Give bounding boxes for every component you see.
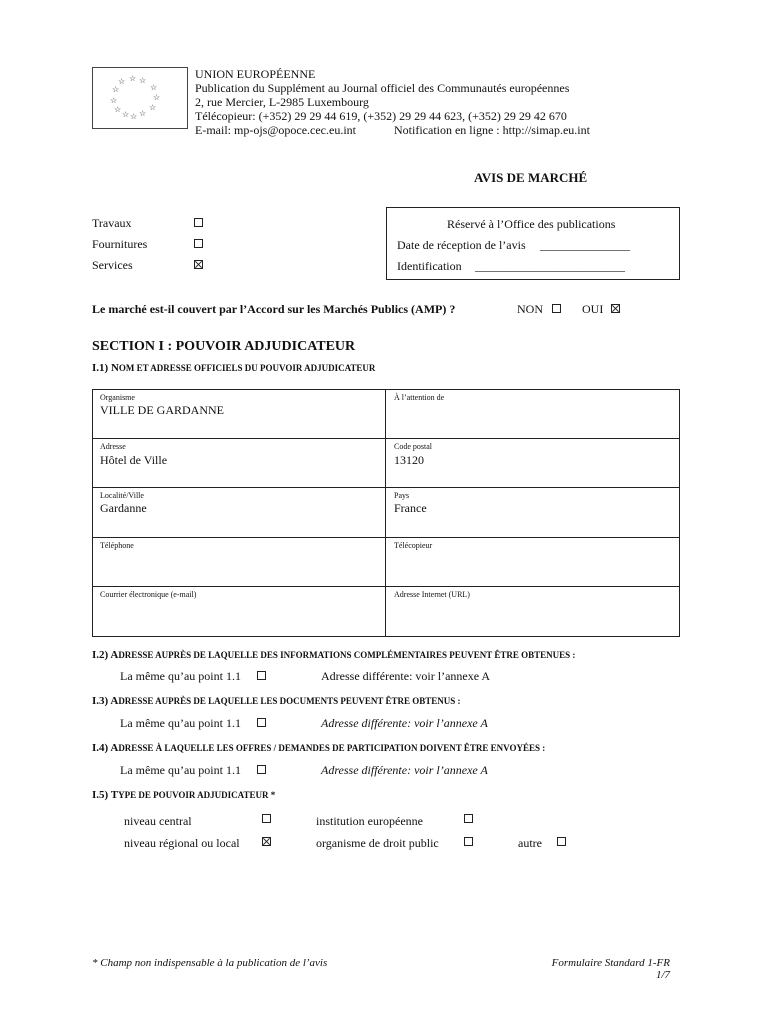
heading-i1-initial: N (110, 362, 119, 374)
i2-same-label: La même qu’au point 1.1 (120, 669, 241, 683)
i5-regional-checkbox[interactable] (262, 837, 271, 846)
heading-i3-num: I.3) (92, 695, 109, 707)
i5-autre-label: autre (518, 836, 542, 850)
heading-i4-initial: A (110, 742, 119, 754)
header-email: E-mail: mp-ojs@opoce.cec.eu.int (195, 123, 356, 137)
type-travaux-label: Travaux (92, 216, 132, 230)
star-icon: ☆ (118, 77, 126, 86)
pays-label: Pays (394, 491, 410, 500)
i4-same-checkbox[interactable] (257, 765, 266, 774)
i5-central-label: niveau central (124, 814, 192, 828)
heading-i5-num: I.5) (92, 789, 109, 801)
localite-value[interactable]: Gardanne (100, 501, 147, 515)
i3-same-label: La même qu’au point 1.1 (120, 716, 241, 730)
email-label: Courrier électronique (e-mail) (100, 590, 197, 599)
heading-i5 (92, 789, 275, 802)
footer-page: 1/7 (655, 969, 670, 981)
heading-i4-text: DRESSE À LAQUELLE LES OFFRES / DEMANDES DE PARTICIPATION DOIVENT ÊTRE ENVOYÉES : (118, 743, 546, 753)
i5-public-checkbox[interactable] (464, 837, 473, 846)
star-icon: ☆ (129, 74, 137, 83)
telephone-label: Téléphone (100, 541, 134, 550)
amp-non-label: NON (517, 302, 543, 316)
i3-same-checkbox[interactable] (257, 718, 266, 727)
amp-oui-label: OUI (582, 302, 604, 316)
star-icon: ☆ (150, 83, 158, 92)
address-grid (92, 389, 680, 637)
star-icon: ☆ (114, 105, 122, 114)
adresse-label: Adresse (100, 442, 126, 451)
heading-i5-initial: T (110, 789, 119, 801)
header-line1: Publication du Supplément au Journal officiel des Communautés européennes (195, 81, 570, 95)
i5-euro-label: institution européenne (316, 814, 423, 828)
i5-autre-checkbox[interactable] (557, 837, 566, 846)
star-icon: ☆ (110, 96, 118, 105)
type-services-checkbox[interactable] (194, 260, 203, 269)
reception-date-line: _______________ (540, 238, 630, 252)
type-travaux-checkbox[interactable] (194, 218, 203, 227)
i4-same-label: La même qu’au point 1.1 (120, 763, 241, 777)
header-line3: Télécopieur: (+352) 29 29 44 619, (+352) 29 29 44 623, (+352) 29 29 42 670 (195, 109, 567, 123)
telecopieur-label: Télécopieur (394, 541, 433, 550)
eu-flag-logo (92, 67, 188, 129)
page-title: AVIS DE MARCHÉ (474, 170, 588, 185)
heading-i2-initial: A (110, 649, 119, 661)
organisme-value[interactable]: VILLE DE GARDANNE (100, 403, 224, 417)
amp-question: Le marché est-il couvert par l’Accord sur les Marchés Publics (AMP) ? (92, 302, 456, 316)
url-label: Adresse Internet (URL) (394, 590, 470, 599)
heading-i2-text: DRESSE AUPRÈS DE LAQUELLE DES INFORMATIONS COMPLÉMENTAIRES PEUVENT ÊTRE OBTENUES : (118, 650, 576, 660)
heading-i1 (92, 362, 375, 375)
attention-label: À l’attention de (394, 393, 445, 402)
identification-label: Identification (397, 259, 462, 273)
star-icon: ☆ (149, 103, 157, 112)
grid-divider (93, 438, 679, 439)
heading-i1-num: I.1) (92, 362, 109, 374)
grid-divider (93, 537, 679, 538)
code-postal-label: Code postal (394, 442, 432, 451)
heading-i2 (92, 649, 575, 662)
header-notification: Notification en ligne : http://simap.eu.int (394, 123, 590, 137)
header-org: UNION EUROPÉENNE (195, 67, 316, 81)
grid-divider (93, 487, 679, 488)
heading-i3-text: DRESSE AUPRÈS DE LAQUELLE LES DOCUMENTS PEUVENT ÊTRE OBTENUS : (118, 696, 461, 706)
star-icon: ☆ (112, 85, 120, 94)
grid-divider (385, 390, 386, 636)
star-icon: ☆ (153, 93, 161, 102)
i4-other-label: Adresse différente: voir l’annexe A (321, 763, 488, 777)
header-line2: 2, rue Mercier, L-2985 Luxembourg (195, 95, 369, 109)
amp-non-checkbox[interactable] (552, 304, 561, 313)
star-icon: ☆ (130, 112, 138, 121)
adresse-value[interactable]: Hôtel de Ville (100, 453, 168, 467)
reserved-box (386, 207, 680, 280)
code-postal-value[interactable]: 13120 (394, 453, 424, 467)
heading-i4 (92, 742, 545, 755)
footer-form: Formulaire Standard 1-FR (551, 957, 670, 969)
identification-line: _________________________ (475, 259, 625, 273)
reception-date-label: Date de réception de l’avis (397, 238, 526, 252)
localite-label: Localité/Ville (100, 491, 144, 500)
i2-same-checkbox[interactable] (257, 671, 266, 680)
grid-divider (93, 586, 679, 587)
i5-regional-label: niveau régional ou local (124, 836, 240, 850)
i3-other-label: Adresse différente: voir l’annexe A (321, 716, 488, 730)
heading-i3-initial: A (110, 695, 119, 707)
heading-i4-num: I.4) (92, 742, 109, 754)
footer-note: * Champ non indispensable à la publication de l’avis (92, 957, 328, 969)
i5-euro-checkbox[interactable] (464, 814, 473, 823)
type-services-label: Services (92, 258, 133, 272)
section-title: SECTION I : POUVOIR ADJUDICATEUR (92, 339, 356, 354)
star-icon: ☆ (139, 109, 147, 118)
heading-i3 (92, 695, 460, 708)
heading-i2-num: I.2) (92, 649, 109, 661)
type-fournitures-label: Fournitures (92, 237, 148, 251)
reserved-title: Réservé à l’Office des publications (447, 217, 616, 231)
i2-other-label: Adresse différente: voir l’annexe A (321, 669, 491, 683)
i5-central-checkbox[interactable] (262, 814, 271, 823)
organisme-label: Organisme (100, 393, 135, 402)
heading-i1-text: OM ET ADRESSE OFFICIELS DU POUVOIR ADJUDICATEUR (118, 363, 376, 373)
heading-i5-text: YPE DE POUVOIR ADJUDICATEUR * (118, 790, 276, 800)
type-fournitures-checkbox[interactable] (194, 239, 203, 248)
i5-public-label: organisme de droit public (316, 836, 439, 850)
star-icon: ☆ (122, 110, 130, 119)
amp-oui-checkbox[interactable] (611, 304, 620, 313)
pays-value[interactable]: France (394, 501, 427, 515)
star-icon: ☆ (139, 76, 147, 85)
